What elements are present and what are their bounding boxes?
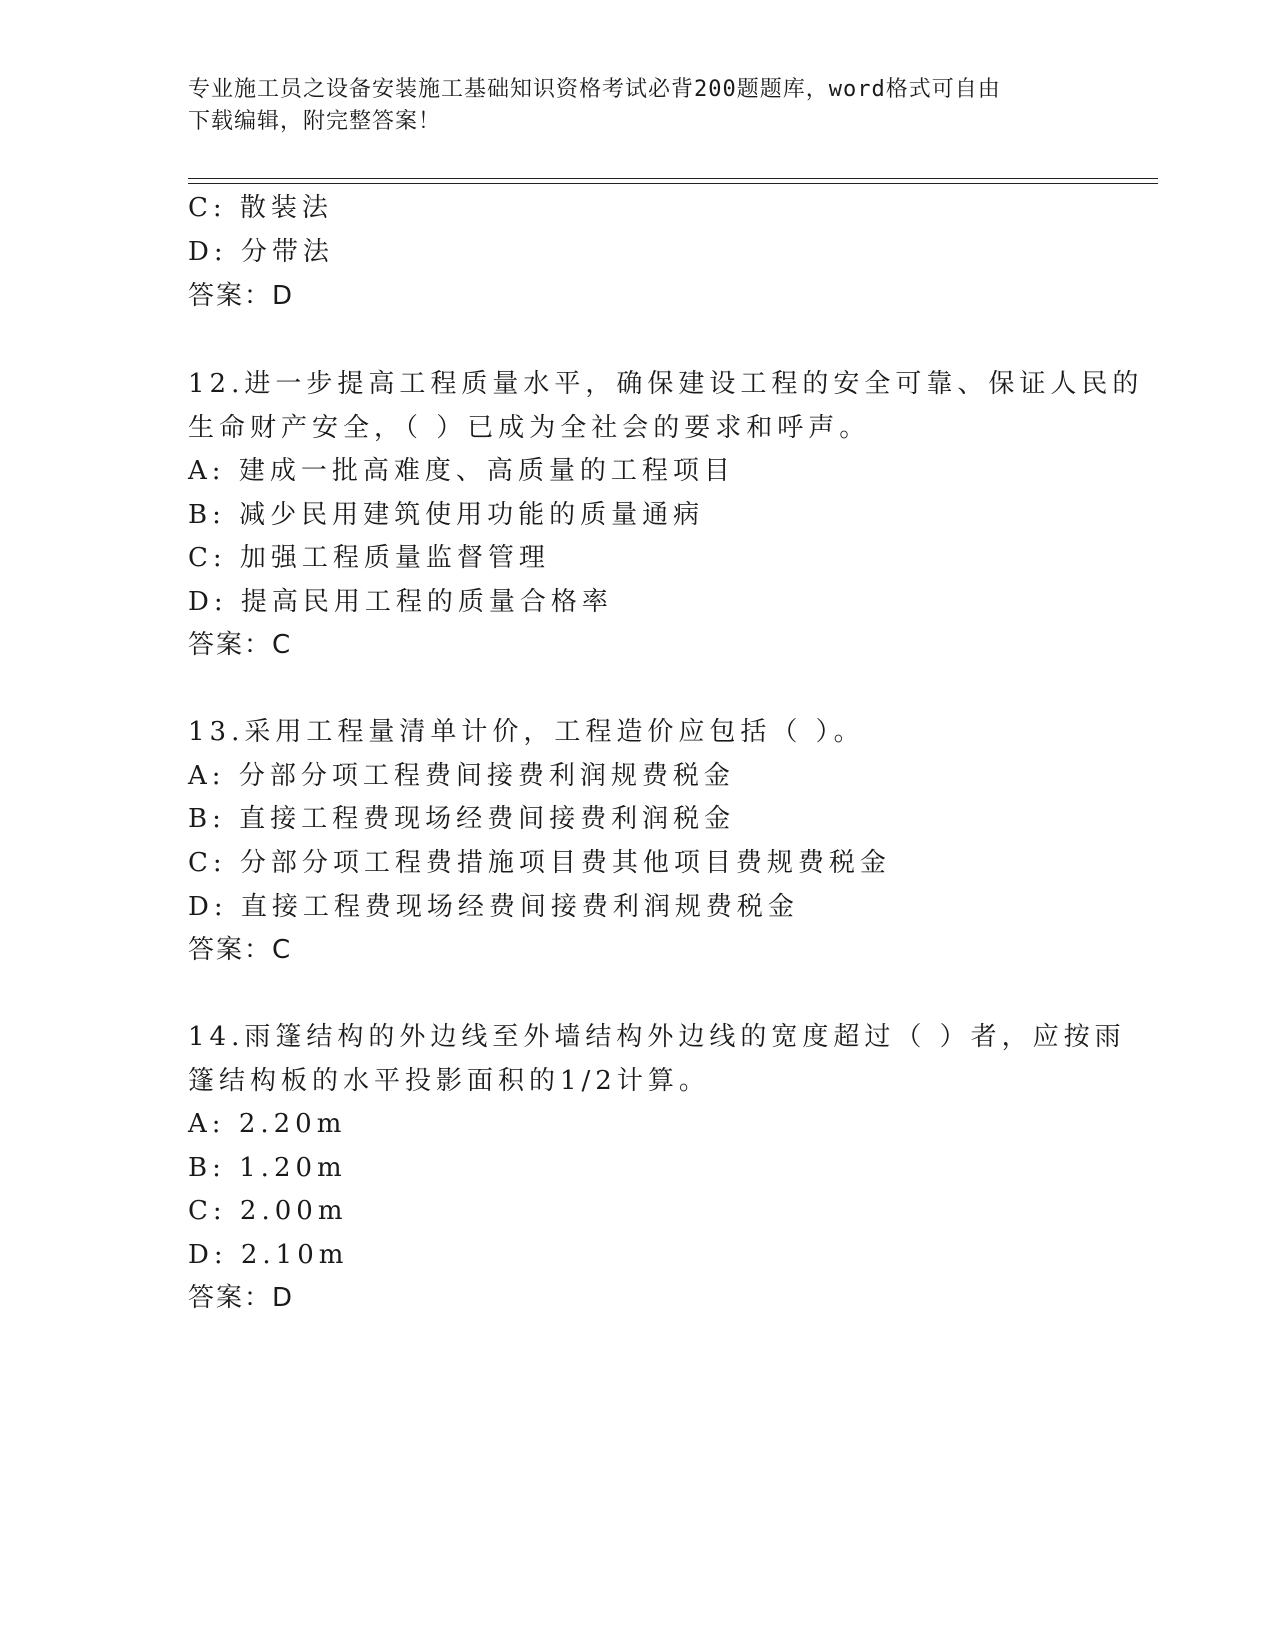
option-letter: B: [188, 804, 226, 834]
option-text: 建成一批高难度、高质量的工程项目 [238, 456, 735, 486]
option-b [188, 1150, 347, 1186]
option-text: 分部分项工程费间接费利润规费税金 [238, 761, 735, 791]
option-letter: A: [188, 761, 226, 791]
option-d [188, 584, 613, 620]
header-title-line-1: 专业施工员之设备安装施工基础知识资格考试必背200题题库，word格式可自由 [188, 77, 1001, 102]
option-c [188, 1193, 347, 1229]
option-text: 加强工程质量监督管理 [239, 543, 550, 573]
option-text: 减少民用建筑使用功能的质量通病 [239, 500, 705, 530]
option-text: 散装法 [239, 193, 333, 223]
option-letter: C: [188, 193, 227, 223]
answer-line: 答案：C [188, 630, 293, 660]
answer-line: 答案：D [188, 281, 295, 311]
option-c [188, 845, 891, 881]
option-letter: A: [188, 456, 226, 486]
option-b [188, 801, 735, 837]
option-letter: B: [188, 1153, 226, 1183]
option-letter: C: [188, 543, 227, 573]
option-a [188, 1106, 346, 1142]
option-c [188, 540, 550, 576]
header-divider-bottom [188, 183, 1158, 184]
option-d [188, 889, 799, 925]
option-text: 提高民用工程的质量合格率 [240, 587, 613, 617]
option-letter: D: [188, 892, 228, 922]
option-a [188, 453, 735, 489]
option-letter: C: [188, 848, 227, 878]
question-12-stem-line-2: 生命财产安全，（ ）已成为全社会的要求和呼声。 [188, 413, 871, 443]
header-divider-top [188, 178, 1158, 179]
option-text: 直接工程费现场经费间接费利润规费税金 [240, 892, 799, 922]
header-title-line-2: 下载编辑，附完整答案！ [188, 109, 442, 134]
answer-line: 答案：C [188, 935, 293, 965]
option-d [188, 1237, 348, 1273]
option-text: 直接工程费现场经费间接费利润税金 [239, 804, 736, 834]
option-text: 分部分项工程费措施项目费其他项目费规费税金 [239, 848, 891, 878]
option-letter: B: [188, 500, 226, 530]
answer-line: 答案：D [188, 1283, 295, 1313]
option-letter: D: [188, 587, 228, 617]
option-text: 1.20m [239, 1153, 347, 1183]
option-text: 2.00m [239, 1196, 348, 1226]
page-header [188, 74, 1068, 138]
option-b [188, 497, 704, 533]
option-d [188, 234, 334, 270]
question-14-stem-line-2: 篷结构板的水平投影面积的1/2计算。 [188, 1066, 710, 1096]
option-a [188, 758, 735, 794]
option-c [188, 190, 333, 226]
option-text: 2.20m [238, 1109, 347, 1139]
option-text: 2.10m [240, 1240, 349, 1270]
question-14-stem-line-1: 14.雨篷结构的外边线至外墙结构外边线的宽度超过（ ）者，应按雨 [188, 1022, 1126, 1052]
option-letter: D: [188, 237, 228, 267]
option-letter: A: [188, 1109, 226, 1139]
question-13-stem-line-1: 13.采用工程量清单计价，工程造价应包括（ ）。 [188, 717, 865, 747]
option-letter: C: [188, 1196, 227, 1226]
option-letter: D: [188, 1240, 228, 1270]
question-12-stem-line-1: 12.进一步提高工程质量水平，确保建设工程的安全可靠、保证人民的 [188, 369, 1144, 399]
option-text: 分带法 [240, 237, 334, 267]
